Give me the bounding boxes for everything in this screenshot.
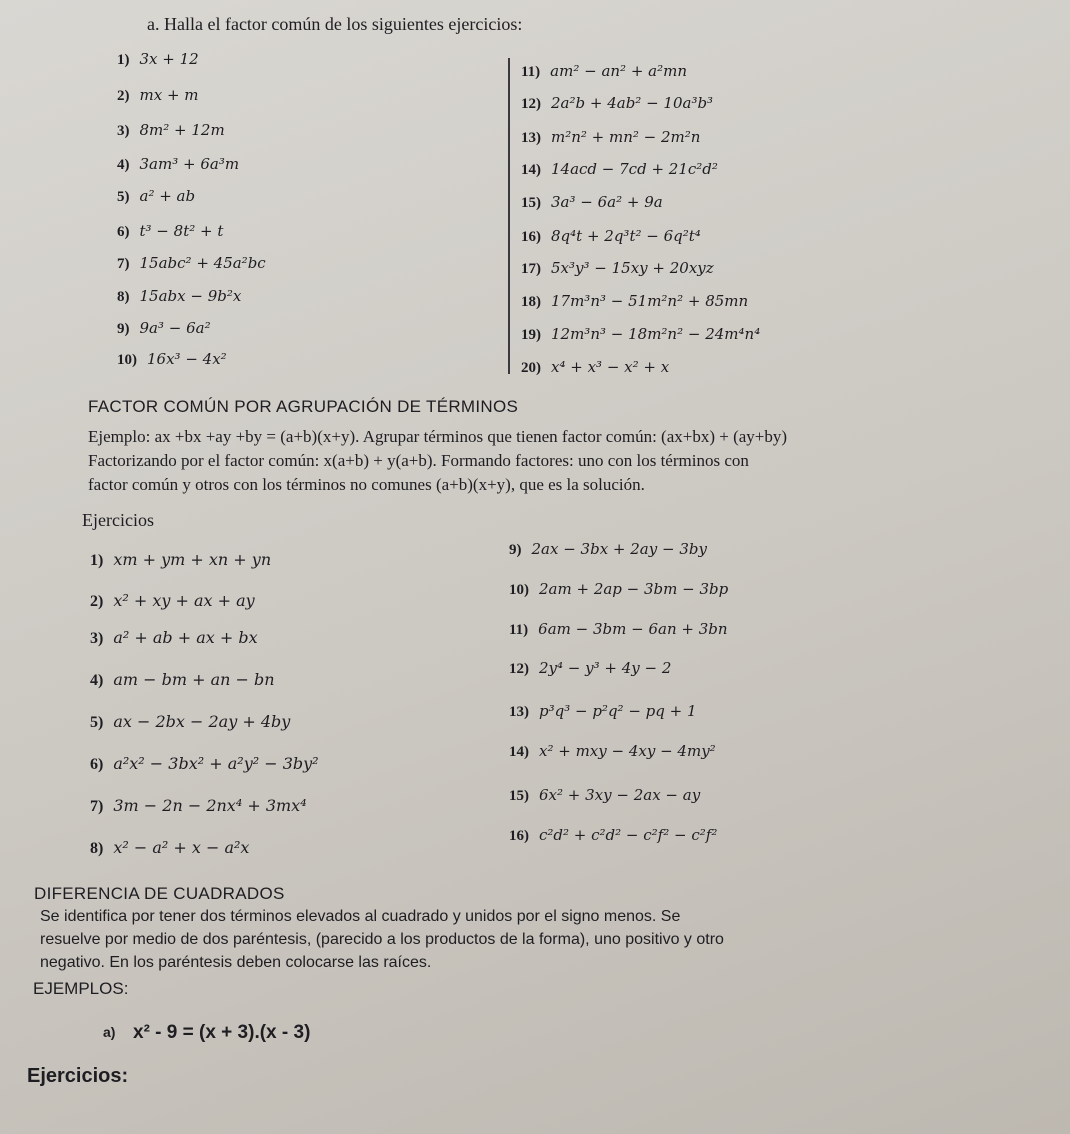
exercise-item: 12) 2a²b + 4ab² − 10a³b³ bbox=[521, 94, 714, 112]
exercise-item: 9) 9a³ − 6a² bbox=[117, 319, 211, 337]
exercise-item: 2) mx + m bbox=[117, 86, 199, 104]
exercise-item: 3) a² + ab + ax + bx bbox=[90, 628, 258, 647]
section-c-ejercicios-label: Ejercicios: bbox=[27, 1065, 129, 1087]
exercise-item: 15) 3a³ − 6a² + 9a bbox=[521, 193, 663, 211]
exercise-item: 13) p³q³ − p²q² − pq + 1 bbox=[509, 702, 697, 720]
section-c-ejemplos-label: EJEMPLOS: bbox=[33, 979, 129, 998]
exercise-item: 17) 5x³y³ − 15xy + 20xyz bbox=[521, 259, 714, 277]
exercise-item: 3) 8m² + 12m bbox=[117, 121, 225, 139]
exercise-item: 12) 2y⁴ − y³ + 4y − 2 bbox=[509, 659, 672, 677]
exercise-item: 15) 6x² + 3xy − 2ax − ay bbox=[509, 786, 701, 804]
section-c-line-1: Se identifica por tener dos términos elevados al cuadrado y unidos por el signo menos. Se bbox=[40, 908, 681, 925]
section-b-ejercicios-label: Ejercicios bbox=[82, 510, 154, 530]
exercise-item: 11) am² − an² + a²mn bbox=[521, 62, 688, 80]
exercise-item: 16) c²d² + c²d² − c²f² − c²f² bbox=[509, 826, 718, 844]
column-divider bbox=[508, 58, 510, 374]
exercise-item: 7) 15abc² + 45a²bc bbox=[117, 254, 266, 272]
exercise-item: 13) m²n² + mn² − 2m²n bbox=[521, 128, 701, 146]
example-expression: x² - 9 = (x + 3).(x - 3) bbox=[133, 1022, 311, 1043]
exercise-item: 5) ax − 2bx − 2ay + 4by bbox=[90, 712, 291, 731]
section-c-line-2: resuelve por medio de dos paréntesis, (parecido a los productos de la forma), uno positivo y otro bbox=[40, 931, 724, 948]
exercise-item: 10) 16x³ − 4x² bbox=[117, 350, 227, 368]
exercise-item: 8) x² − a² + x − a²x bbox=[90, 838, 250, 857]
exercise-item: 11) 6am − 3bm − 6an + 3bn bbox=[509, 620, 728, 638]
exercise-item: 10) 2am + 2ap − 3bm − 3bp bbox=[509, 580, 729, 598]
section-a-heading: a. Halla el factor común de los siguientes ejercicios: bbox=[147, 14, 523, 34]
exercise-item: 1) 3x + 12 bbox=[117, 50, 199, 68]
section-c-line-3: negativo. En los paréntesis deben colocarse las raíces. bbox=[40, 954, 432, 971]
exercise-item: 7) 3m − 2n − 2nx⁴ + 3mx⁴ bbox=[90, 796, 307, 815]
section-b-heading: FACTOR COMÚN POR AGRUPACIÓN DE TÉRMINOS bbox=[88, 397, 519, 416]
exercise-item: 5) a² + ab bbox=[117, 187, 196, 205]
exercise-item: 14) 14acd − 7cd + 21c²d² bbox=[521, 160, 718, 178]
exercise-item: 4) am − bm + an − bn bbox=[90, 670, 275, 689]
exercise-item: 6) t³ − 8t² + t bbox=[117, 222, 224, 240]
exercise-item: 18) 17m³n³ − 51m²n² + 85mn bbox=[521, 292, 749, 310]
exercise-item: 16) 8q⁴t + 2q³t² − 6q²t⁴ bbox=[521, 227, 701, 245]
section-b-line-1: Ejemplo: ax +bx +ay +by = (a+b)(x+y). Agrupar términos que tienen factor común: (ax+bx) + (ay+by) bbox=[88, 427, 788, 446]
section-c-heading: DIFERENCIA DE CUADRADOS bbox=[34, 884, 285, 903]
exercise-item: 19) 12m³n³ − 18m²n² − 24m⁴n⁴ bbox=[521, 325, 761, 343]
exercise-item: 20) x⁴ + x³ − x² + x bbox=[521, 358, 670, 376]
section-b-line-2: Factorizando por el factor común: x(a+b) + y(a+b). Formando factores: uno con los términos con bbox=[88, 451, 749, 470]
exercise-item: 4) 3am³ + 6a³m bbox=[117, 155, 240, 173]
exercise-item: 6) a²x² − 3bx² + a²y² − 3by² bbox=[90, 754, 319, 773]
exercise-item: 9) 2ax − 3bx + 2ay − 3by bbox=[509, 540, 707, 558]
exercise-item: 14) x² + mxy − 4xy − 4my² bbox=[509, 742, 716, 760]
exercise-item: 1) xm + ym + xn + yn bbox=[90, 550, 272, 569]
exercise-item: 8) 15abx − 9b²x bbox=[117, 287, 242, 305]
section-b-line-3: factor común y otros con los términos no comunes (a+b)(x+y), que es la solución. bbox=[88, 475, 645, 494]
exercise-item: 2) x² + xy + ax + ay bbox=[90, 591, 255, 610]
example-label: a) bbox=[103, 1024, 116, 1040]
